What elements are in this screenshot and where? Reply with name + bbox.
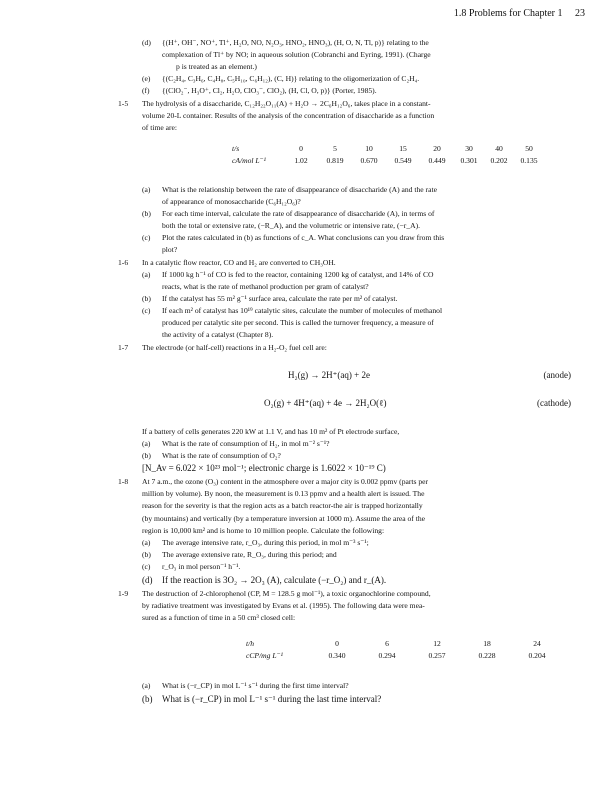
section-title: 1.8 Problems for Chapter 1	[453, 8, 563, 19]
item-d-text	[162, 37, 572, 74]
table-header-concentration: cA/mol L⁻¹	[232, 155, 266, 165]
cathode-tag: (cathode)	[537, 398, 571, 408]
p17-battery-text: If a battery of cells generates 220 kW at 1.1 V, and has 10 m² of Pt electrode surface,	[142, 427, 400, 436]
problem-1-8-number: 1-8	[118, 477, 129, 486]
p15-c-line1: Plot the rates calculated in (b) as functions of c_A. What conclusions can you draw from this	[162, 233, 445, 242]
problem-1-6-number: 1-6	[118, 258, 129, 267]
p17-a-text: What is the rate of consumption of H₂, in mol m⁻² s⁻¹?	[162, 439, 330, 448]
problem-1-8-text	[142, 476, 572, 537]
p15-line1: The hydrolysis of a disaccharide, C₁₂H₂₂O₁₁(A) + H₂O → 2C₆H₁₂O₆, takes place in a constant-	[142, 99, 431, 108]
page-number: 23	[575, 8, 585, 19]
p15-b-line2: both the total or extensive rate, (−R_A), and the volumetric or intensive rate, (−r_A).	[162, 221, 421, 231]
p16-a-label: (a)	[142, 270, 151, 279]
table-cell: 0.819	[326, 155, 344, 165]
table-cell: 0.449	[428, 155, 446, 165]
table-cell: 20	[433, 143, 441, 153]
p17-constants-note: [N_Av = 6.022 × 10²³ mol⁻¹; electronic charge is 1.6022 × 10⁻¹⁹ C)	[142, 463, 386, 473]
problem-1-6-text: In a catalytic flow reactor, CO and H₂ are converted to CH₃OH.	[142, 258, 336, 267]
p16-a-line1: If 1000 kg h⁻¹ of CO is fed to the reactor, containing 1200 kg of catalyst, and 14% of CO	[162, 270, 434, 279]
p18-b-text: The average extensive rate, R_O₃, during this period; and	[162, 550, 337, 559]
p18-c-label: (c)	[142, 562, 151, 571]
table-cell: 30	[465, 143, 473, 153]
p19-a-label: (a)	[142, 681, 151, 690]
table-cell: 0.340	[328, 650, 346, 660]
p15-c-label: (c)	[142, 233, 151, 242]
table-cell: 0.204	[528, 650, 546, 660]
p19-line2: by radiative treatment was investigated by Evans et al. (1995). The following data were mea-	[142, 601, 425, 611]
table-cell: 24	[533, 638, 541, 648]
table-cell: 0.135	[520, 155, 538, 165]
table-cell: 18	[483, 638, 491, 648]
table-cell: 1.02	[294, 155, 308, 165]
p15-b-label: (b)	[142, 209, 151, 218]
p19-b-label: (b)	[142, 694, 153, 704]
item-e-text: {(C₂H₄, C₃H₆, C₄H₈, C₅H₁₀, C₆H₁₂), (C, H)} relating to the oligomerization of C₂H₄.	[162, 74, 420, 83]
p17-a-label: (a)	[142, 439, 151, 448]
p15-a-label: (a)	[142, 185, 151, 194]
table-cell: 0.670	[360, 155, 378, 165]
p16-c-line2: produced per catalytic site per second. This is called the turnover frequency, a measure of	[162, 318, 434, 328]
p15-b-text	[162, 208, 572, 232]
table-header-time: t/h	[246, 638, 255, 648]
table-cell: 15	[399, 143, 407, 153]
problem-1-9-number: 1-9	[118, 589, 129, 598]
problem-1-7-text: The electrode (or half-cell) reactions in a H₂-O₂ fuel cell are:	[142, 343, 327, 352]
p19-b-text: What is (−r_CP) in mol L⁻¹ s⁻¹ during the last time interval?	[162, 694, 382, 704]
p15-c-line2: plot?	[162, 245, 178, 255]
anode-equation: H₂(g) → 2H⁺(aq) + 2e	[288, 370, 370, 380]
p18-b-label: (b)	[142, 550, 151, 559]
p18-a-text: The average intensive rate, r_O₃, during this period, in mol m⁻³ s⁻¹;	[162, 538, 369, 547]
disaccharide-data-table	[232, 142, 544, 166]
p16-c-label: (c)	[142, 306, 151, 315]
table-cell: 0.301	[460, 155, 478, 165]
p16-b-label: (b)	[142, 294, 151, 303]
p15-c-text	[162, 232, 572, 256]
item-d-label: (d)	[142, 38, 151, 47]
problem-1-5-number: 1-5	[118, 99, 129, 108]
p17-b-label: (b)	[142, 451, 151, 460]
p19-line1: The destruction of 2-chlorophenol (CP, M = 128.5 g mol⁻¹), a toxic organochlorine compound,	[142, 589, 431, 598]
table-header-time: t/s	[232, 143, 240, 153]
p16-c-text	[162, 305, 572, 342]
problem-1-9-text	[142, 588, 572, 625]
p18-line1: At 7 a.m., the ozone (O₃) content in the atmosphere over a major city is 0.002 ppmv (parts per	[142, 477, 429, 486]
problem-1-5-text	[142, 98, 572, 135]
chlorophenol-data-table	[246, 637, 562, 661]
table-cell: 0.257	[428, 650, 446, 660]
table-cell: 0	[299, 143, 303, 153]
p17-b-text: What is the rate of consumption of O₂?	[162, 451, 281, 460]
anode-tag: (anode)	[543, 370, 571, 380]
problem-1-7-number: 1-7	[118, 343, 129, 352]
p15-b-line1: For each time interval, calculate the rate of disappearance of disaccharide (A), in terms of	[162, 209, 435, 218]
table-cell: 12	[433, 638, 441, 648]
item-f-label: (f)	[142, 86, 150, 95]
table-header-concentration: cCP/mg L⁻¹	[246, 650, 283, 660]
p18-d-label: (d)	[142, 575, 153, 585]
p15-line3: of time are:	[142, 123, 177, 133]
table-cell: 0.228	[478, 650, 496, 660]
p16-c-line1: If each m² of catalyst has 10¹⁹ catalytic sites, calculate the number of molecules of methanol	[162, 306, 443, 315]
p18-line4: (by mountains) and vertically (by a temperature inversion at 1000 m). Assume the area of the	[142, 513, 425, 523]
table-cell: 10	[365, 143, 373, 153]
p16-c-line3: the activity of a catalyst (Chapter 8).	[162, 330, 274, 340]
p18-line3: reason for the severity is that the region acts as a batch reactor-the air is trapped horizontally	[142, 501, 423, 511]
table-cell: 0.549	[394, 155, 412, 165]
cathode-equation: O₂(g) + 4H⁺(aq) + 4e → 2H₂O(ℓ)	[264, 398, 387, 408]
table-cell: 40	[495, 143, 503, 153]
p18-line2: million by volume). By noon, the measurement is 0.13 ppmv and a health alert is issued. The	[142, 489, 425, 499]
p16-a-text	[162, 269, 572, 293]
table-cell: 0.294	[378, 650, 396, 660]
item-f-text: {(ClO₂⁻, H₃O⁺, Cl₂, H₂O, ClO₃⁻, ClO₂), (H, Cl, O, p)} (Porter, 1985).	[162, 86, 377, 95]
p19-line3: sured as a function of time in a 50 cm³ closed cell:	[142, 613, 296, 623]
table-cell: 5	[333, 143, 337, 153]
p15-a-text	[162, 184, 572, 208]
p19-a-text: What is (−r_CP) in mol L⁻¹ s⁻¹ during the first time interval?	[162, 681, 349, 690]
item-d-line3: p is treated as an element.)	[176, 62, 257, 72]
table-cell: 0	[335, 638, 339, 648]
item-e-label: (e)	[142, 74, 151, 83]
p15-a-line1: What is the relationship between the rate of disappearance of disaccharide (A) and the rate	[162, 185, 437, 194]
p15-line2: volume 20-L container. Results of the analysis of the concentration of disaccharide as a function	[142, 111, 435, 121]
p18-line5: region is 10,000 km² and is home to 10 million people. Calculate the following:	[142, 525, 385, 535]
table-cell: 0.202	[490, 155, 508, 165]
p18-a-label: (a)	[142, 538, 151, 547]
p16-a-line2: reacts, what is the rate of methanol production per gram of catalyst?	[162, 282, 369, 292]
running-header	[444, 8, 585, 19]
item-d-line2: complexation of Tl⁺ by NO; in aqueous solution (Cobranchi and Eyring, 1991). (Charge	[162, 50, 431, 60]
p18-c-text: r_O₃ in mol person⁻¹ h⁻¹.	[162, 562, 241, 571]
p16-b-text: If the catalyst has 55 m² g⁻¹ surface area, calculate the rate per m² of catalyst.	[162, 294, 398, 303]
item-d-line1: {(H⁺, OH⁻, NO⁺, Tl⁺, H₂O, NO, N₂O₃, HNO₂, HNO₃), (H, O, N, Tl, p)} relating to the	[162, 38, 429, 47]
p15-a-line2: of appearance of monosaccharide (C₆H₁₂O₆)?	[162, 197, 301, 207]
table-cell: 50	[525, 143, 533, 153]
p18-d-text: If the reaction is 3O₂ → 2O₃ (A), calculate (−r_O₂) and r_(A).	[162, 575, 387, 585]
table-cell: 6	[385, 638, 389, 648]
